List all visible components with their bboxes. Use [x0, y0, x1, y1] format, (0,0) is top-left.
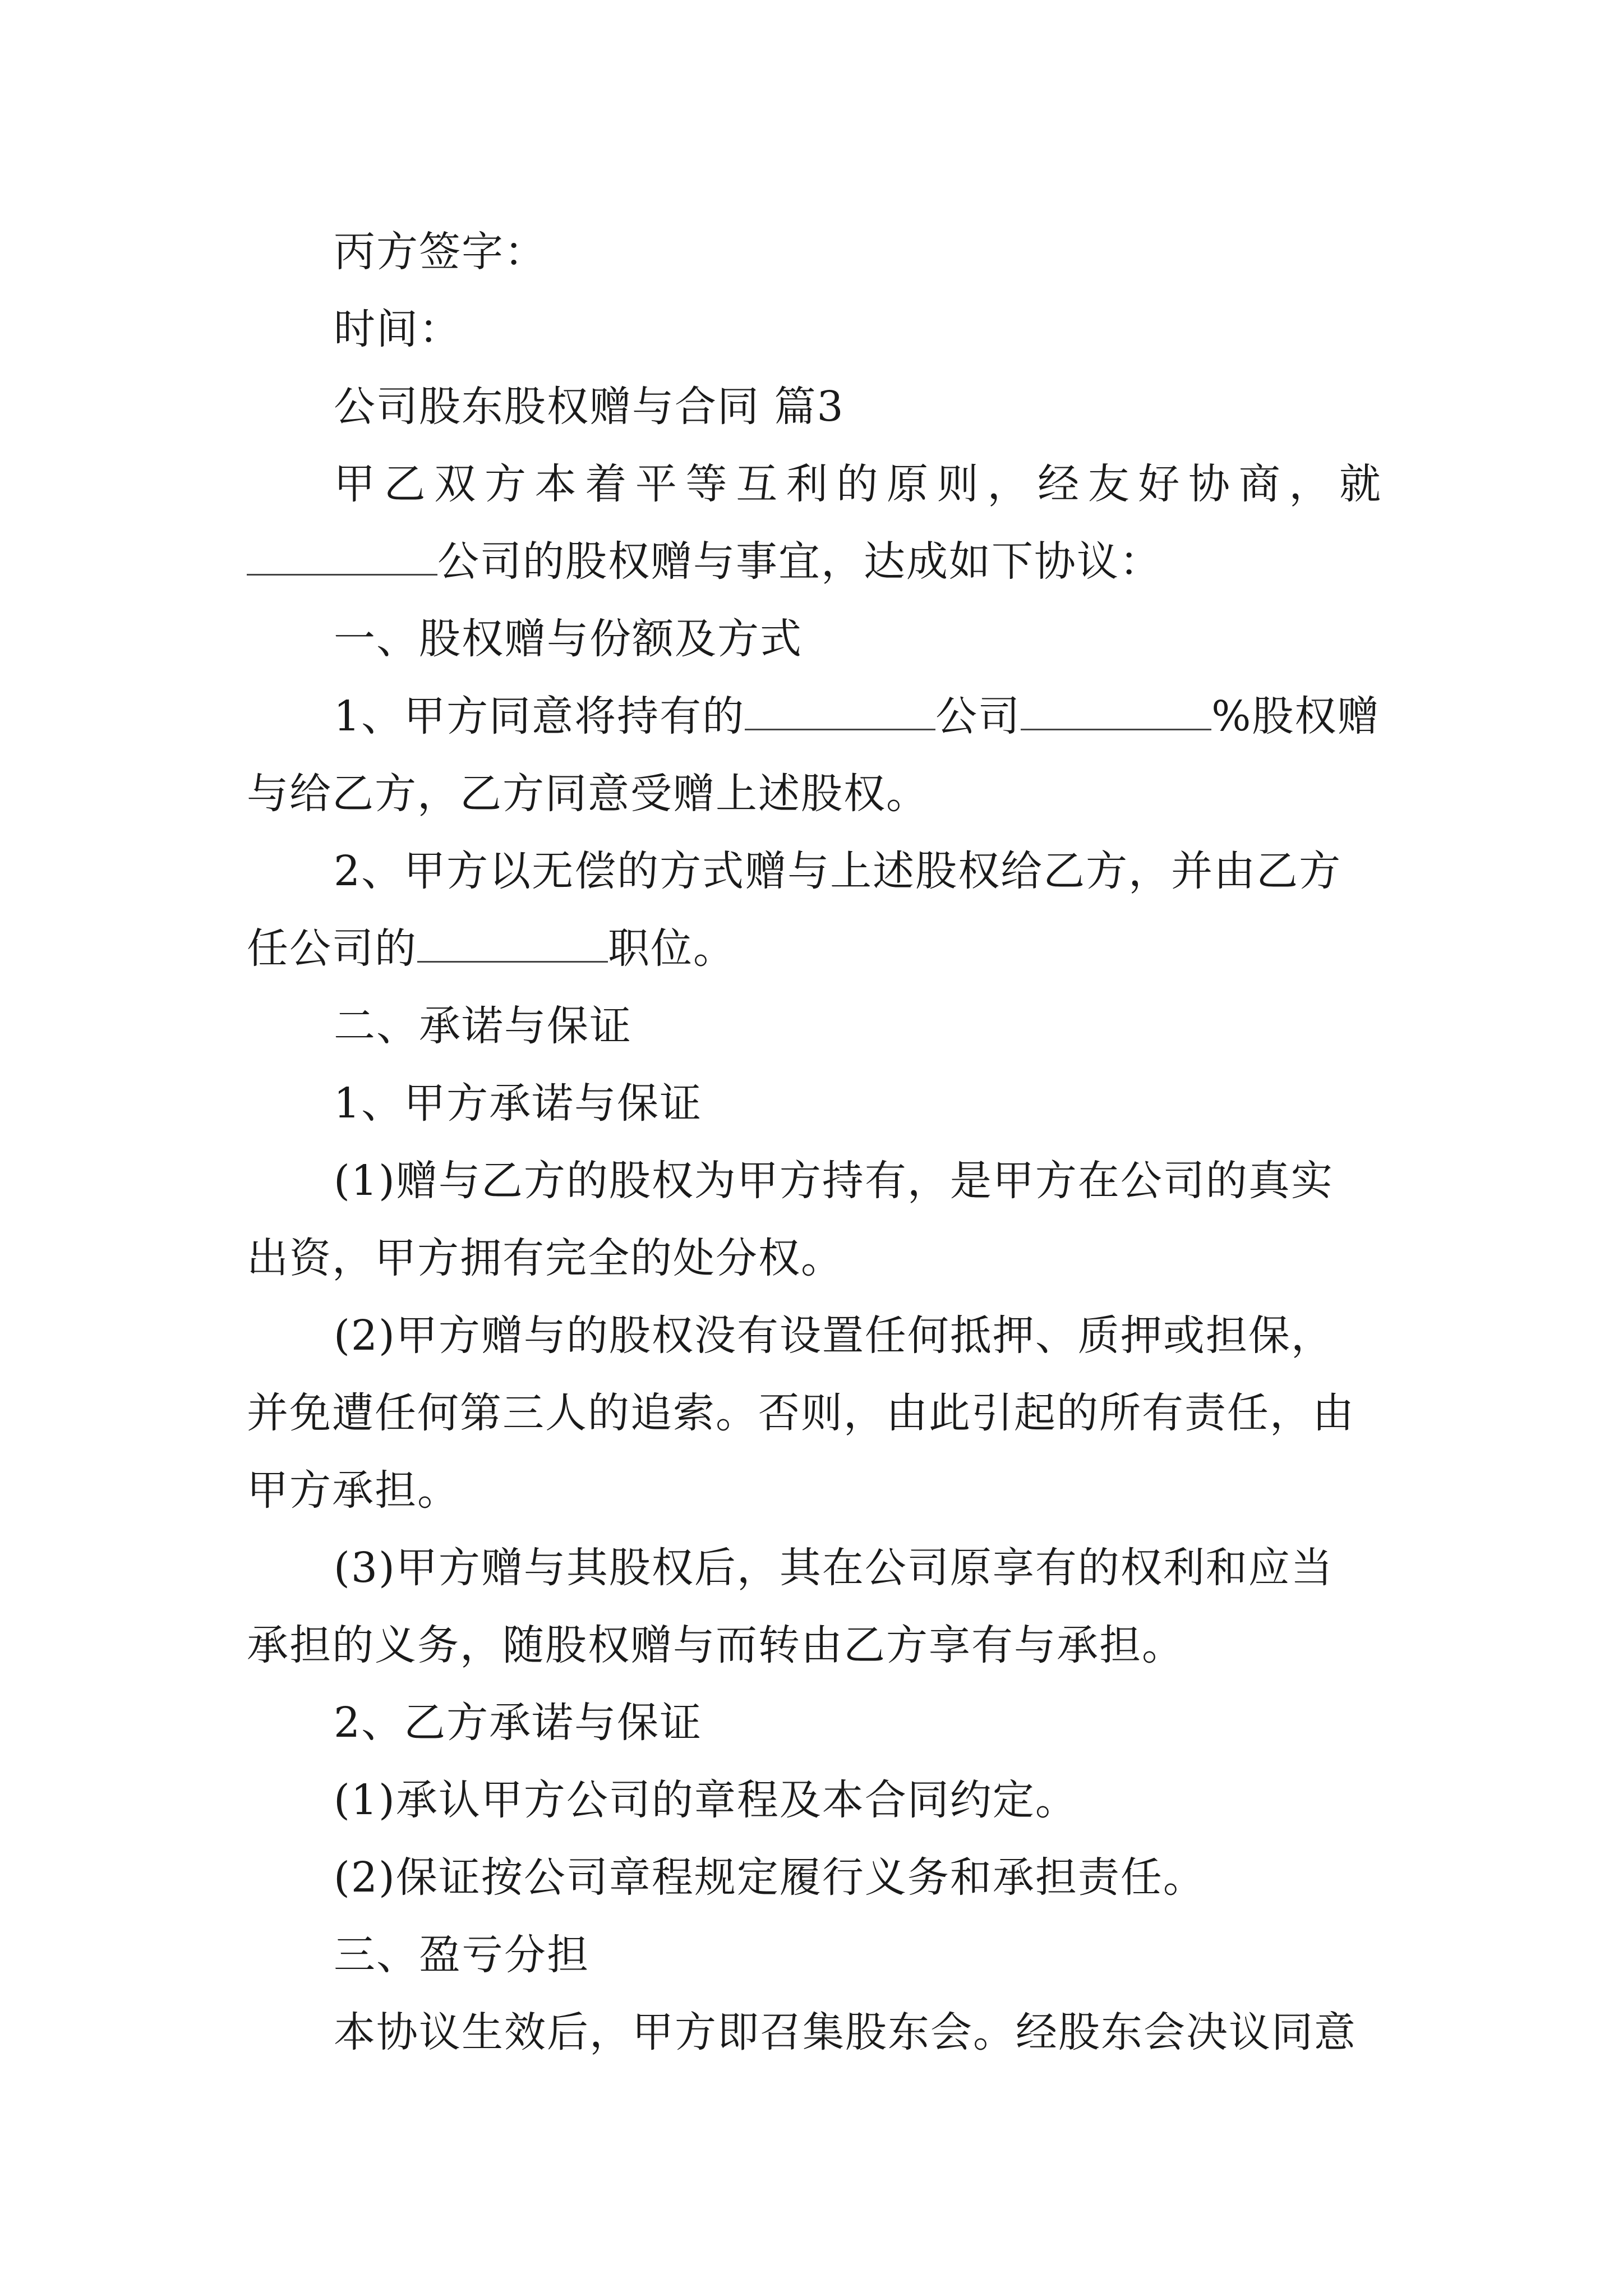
- paragraph-line: (2)甲方赠与的股权没有设置任何抵押、质押或担保，: [334, 1312, 1334, 1360]
- fill-in-blank: [417, 927, 608, 963]
- paragraph-line: (1)赠与乙方的股权为甲方持有，是甲方在公司的真实: [334, 1157, 1334, 1205]
- section-heading: 三、盈亏分担: [334, 1931, 589, 1979]
- line-text: %股权赠: [1211, 692, 1380, 740]
- paragraph-line: 并免遭任何第三人的追索。否则，由此引起的所有责任，由: [247, 1389, 1355, 1437]
- line-text: 任公司的: [247, 924, 417, 973]
- line-text: 职位。: [608, 924, 736, 973]
- section-heading: 二、承诺与保证: [334, 1002, 632, 1050]
- paragraph-line: (1)承认甲方公司的章程及本合同约定。: [334, 1776, 1078, 1824]
- signature-line-party-c: 丙方签字：: [334, 228, 547, 276]
- paragraph-line: [247, 678, 1385, 755]
- paragraph-line: [247, 910, 1385, 987]
- paragraph-line: 甲方承担。: [247, 1466, 460, 1515]
- line-text: 公司: [935, 692, 1021, 740]
- paragraph-line: [247, 523, 1385, 600]
- fill-in-blank: [247, 540, 437, 576]
- subsection-heading: 2、乙方承诺与保证: [334, 1699, 703, 1747]
- paragraph-line: (3)甲方赠与其股权后，其在公司原享有的权利和应当: [334, 1544, 1334, 1592]
- subsection-heading: 1、甲方承诺与保证: [334, 1079, 703, 1128]
- fill-in-blank: [1021, 695, 1211, 730]
- line-text: 公司的股权赠与事宜，达成如下协议：: [437, 537, 1162, 586]
- contract-title: 公司股东股权赠与合同 篇3: [334, 383, 845, 431]
- document-body: [247, 213, 1385, 2071]
- section-heading: 一、股权赠与份额及方式: [334, 615, 803, 663]
- paragraph-line: 承担的义务，随股权赠与而转由乙方享有与承担。: [247, 1621, 1184, 1669]
- date-line: 时间：: [334, 305, 462, 353]
- paragraph-line: 2、甲方以无偿的方式赠与上述股权给乙方，并由乙方: [334, 847, 1342, 895]
- paragraph-line: 甲乙双方本着平等互利的原则，经友好协商，就: [334, 460, 1385, 508]
- paragraph-line: 出资，甲方拥有完全的处分权。: [247, 1234, 843, 1282]
- fill-in-blank: [745, 695, 935, 730]
- line-text: 1、甲方同意将持有的: [334, 692, 745, 740]
- paragraph-line: 与给乙方，乙方同意受赠上述股权。: [247, 770, 929, 818]
- paragraph-line: (2)保证按公司章程规定履行义务和承担责任。: [334, 1853, 1206, 1902]
- paragraph-line: 本协议生效后，甲方即召集股东会。经股东会决议同意: [334, 2008, 1357, 2056]
